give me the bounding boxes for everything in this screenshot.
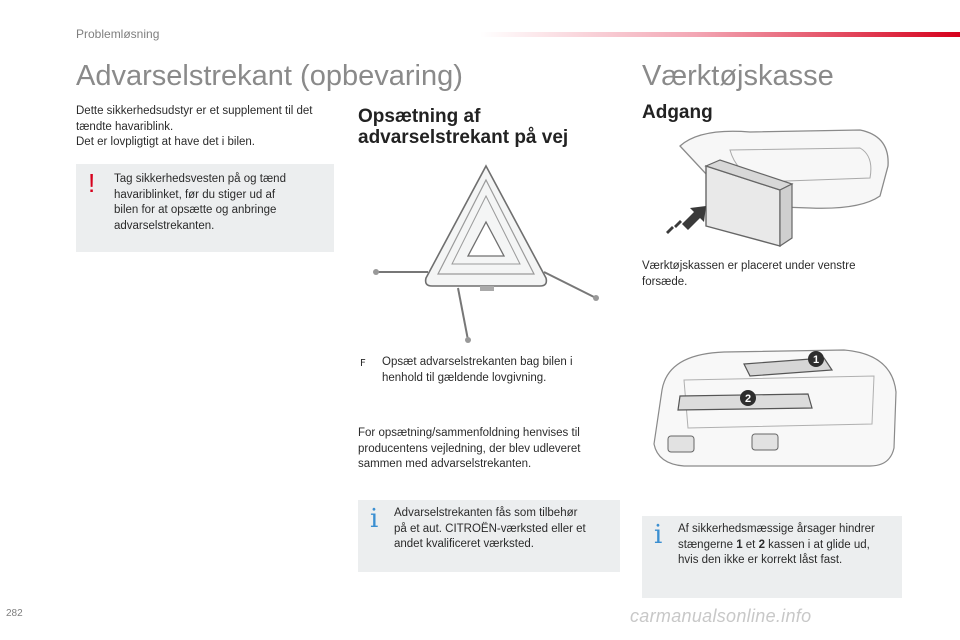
warning-text (114, 172, 329, 234)
info-line: Advarselstrekanten fås som tilbehør (394, 507, 578, 519)
intro-text (76, 104, 346, 151)
page-number: 282 (6, 608, 23, 619)
heading-line: Opsætning af (358, 106, 481, 127)
note-line: producentens vejledning, der blev udleveret (358, 442, 581, 455)
leg-foot (593, 295, 599, 301)
info-line: på et aut. CITROËN-værksted eller et (394, 522, 586, 535)
watermark: carmanualsonline.info (630, 606, 812, 626)
warning-line: advarselstrekanten. (114, 219, 215, 232)
toolbox-side (780, 184, 792, 246)
leg-foot (373, 269, 379, 275)
info-text (678, 522, 900, 569)
latch-right (752, 434, 778, 450)
warning-line: bilen for at opsætte og anbringe (114, 204, 277, 216)
toolbox-location-text (642, 259, 902, 290)
info-text (394, 506, 616, 553)
latch-left (668, 436, 694, 452)
info-line: andet kvalificeret værksted. (394, 538, 534, 550)
text-line: forsæde. (642, 275, 688, 288)
info-icon: i (654, 520, 663, 550)
setup-step (358, 355, 618, 386)
info-line (678, 538, 900, 554)
page-title-warning-triangle: Advarselstrekant (opbevaring) (76, 60, 463, 92)
page-title-toolbox: Værktøjskasse (642, 60, 834, 92)
intro-line: Dette sikkerhedsudstyr er et supplement til det (76, 105, 313, 117)
section-heading-access: Adgang (642, 102, 713, 123)
section-heading-setup (358, 106, 568, 148)
callout-2: 2 (744, 393, 752, 405)
warning-line: Tag sikkerhedsvesten på og tænd (114, 173, 286, 185)
warning-line: havariblinket, før du stiger ud af (114, 188, 276, 201)
step-line: Opsæt advarselstrekanten bag bilen i (382, 356, 573, 368)
intro-line: Det er lovpligtigt at have det i bilen. (76, 136, 255, 148)
heading-line: advarselstrekant på vej (358, 127, 569, 148)
info-fragment: kassen i at glide ud, (764, 538, 870, 551)
info-icon: i (370, 504, 379, 534)
info-bold-number: 2 (758, 538, 765, 551)
info-fragment: stængerne (678, 538, 737, 551)
step-line: henhold til gældende lovgivning. (382, 371, 547, 384)
note-line: sammen med advarselstrekanten. (358, 458, 532, 470)
warning-icon: ! (88, 168, 96, 198)
warning-triangle-illustration (368, 160, 604, 346)
info-bold-number: 1 (736, 538, 743, 551)
section-label: Problemløsning (76, 27, 160, 41)
triangle-leg (544, 272, 596, 298)
intro-line: tændte havariblink. (76, 120, 174, 133)
triangle-leg (458, 288, 468, 340)
info-line: Af sikkerhedsmæssige årsager hindrer (678, 523, 875, 535)
arrow-icon (666, 206, 706, 234)
header-accent-bar (480, 32, 960, 37)
leg-foot (465, 337, 471, 343)
info-box-toolbox (642, 516, 902, 598)
triangle-hinge (480, 286, 494, 291)
warning-box (76, 164, 334, 252)
callout-1: 1 (812, 354, 820, 366)
info-box-accessory (358, 500, 620, 572)
setup-note (358, 426, 620, 473)
toolbox-detail-illustration (644, 340, 906, 476)
toolbox-location-illustration (660, 126, 900, 250)
info-fragment: et (742, 538, 759, 551)
text-line: Værktøjskassen er placeret under venstre (642, 260, 856, 272)
info-line: hvis den ikke er korrekt låst fast. (678, 554, 843, 566)
note-line: For opsætning/sammenfoldning henvises til (358, 427, 580, 439)
bullet-icon: F (360, 358, 366, 369)
